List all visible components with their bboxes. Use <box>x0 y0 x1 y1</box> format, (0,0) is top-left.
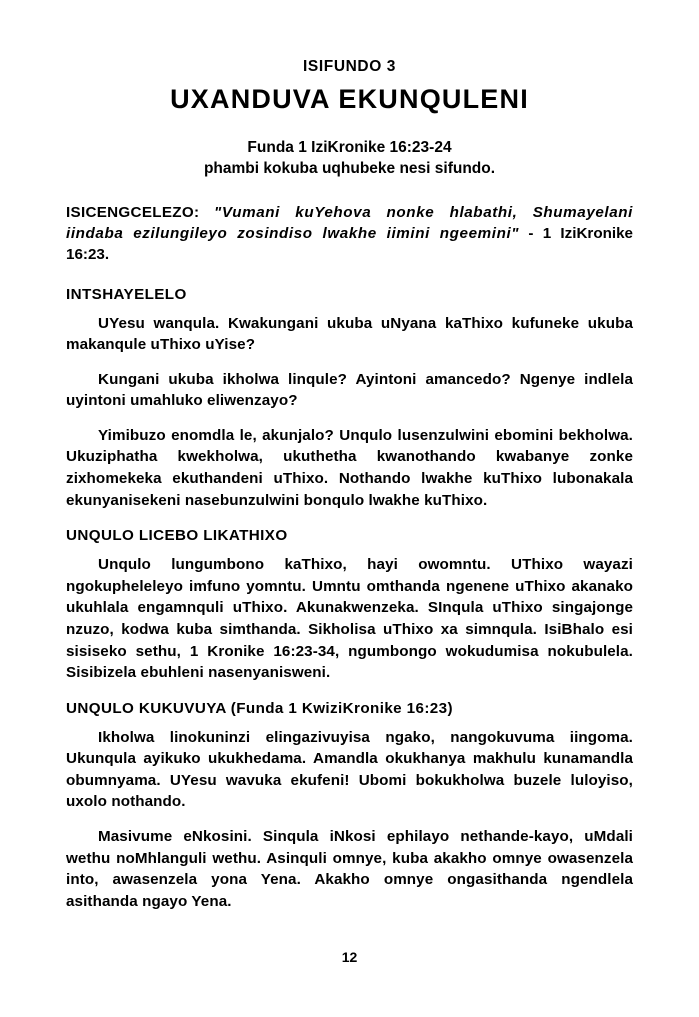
memory-verse-quote: "Vumani kuYehova nonke hlabathi, Shumayelani iindaba ezilungileyo zosindiso lwakhe iimini ngeemini" <box>66 203 633 243</box>
reading-line-1: Funda 1 IziKronike 16:23-24 <box>247 139 452 156</box>
page-title: UXANDUVA EKUNQULENI <box>170 84 529 114</box>
reading-line-2: phambi kokuba uqhubeke nesi sifundo. <box>203 160 496 178</box>
paragraph: UYesu wanqula. Kwakungani ukuba uNyana kaThixo kufuneke ukuba makanqule uThixo uYise? <box>66 314 633 354</box>
paragraph: Unqulo lungumbono kaThixo, hayi owomntu. UThixo wayazi ngokupheleleyo imfuno yomntu. Umntu omthanda ngenene uThixo akanako ukuhlala engamnquli uThixo. Akunakwenzeka. SInqula uThixo singajonge nzuzo, kodwa kuba simthanda. Sikholisa uThixo xa simnqula. IsiBhalo esi sisiseko sethu, 1 Kronike 16:23-34, ngumbongo wokudumisa nokubulela. Sisibizela ebuhleni nasenyanisweni. <box>66 556 633 682</box>
paragraph: Masivume eNkosini. Sinqula iNkosi ephilayo nethande-kayo, uMdali wethu noMhlanguli wethu. Asinquli omnye, kuba akakho omnye owasenzela into, awasenzela yona Yena. Akakho omnye ongasithanda ngendlela asithanda ngayo Yena. <box>66 828 633 910</box>
reading-instruction <box>66 137 633 180</box>
memory-verse-reference: - 1 IziKronike 16:23. <box>66 225 633 264</box>
section-heading-unqulo-kukuvuya: UNQULO KUKUVUYA (Funda 1 KwiziKronike 16:23) <box>66 699 453 717</box>
memory-verse-label: ISICENGCELEZO: <box>66 203 200 221</box>
section-unqulo-kukuvuya <box>66 700 633 913</box>
lesson-label: ISIFUNDO 3 <box>303 58 396 75</box>
memory-verse-block <box>66 202 633 266</box>
paragraph: Yimibuzo enomdla le, akunjalo? Unqulo lusenzulwini ebomini bekholwa. Ukuziphatha kwekholwa, ukuthetha kwanothando kwabanye zonke zixhomekeka ekuthandeni uThixo. Nothando lwakhe kuThixo lubonakala ekunyanisekeni nasebunzulwini bonqulo lwakhe kuThixo. <box>66 426 633 509</box>
section-heading-introduction: INTSHAYELELO <box>66 285 187 303</box>
section-introduction <box>66 286 633 512</box>
paragraph: Kungani ukuba ikholwa linqule? Ayintoni amancedo? Ngenye indlela uyintoni umahluko eliwenzayo? <box>66 370 633 410</box>
section-heading-unqulo-licebo-likathixo: UNQULO LICEBO LIKATHIXO <box>66 527 288 545</box>
paragraph: Ikholwa linokuninzi elingazivuyisa ngako, nangokuvuma iingoma. Ukunqula ayikuko ukukhedama. Amandla okukhanya makhulu kunamandla obumnyama. UYesu wavuka ekufeni! Ubomi bokukholwa buzele luloyiso, uxolo nothando. <box>66 728 633 811</box>
page-number: 12 <box>341 949 358 965</box>
section-unqulo-licebo-likathixo <box>66 527 633 683</box>
